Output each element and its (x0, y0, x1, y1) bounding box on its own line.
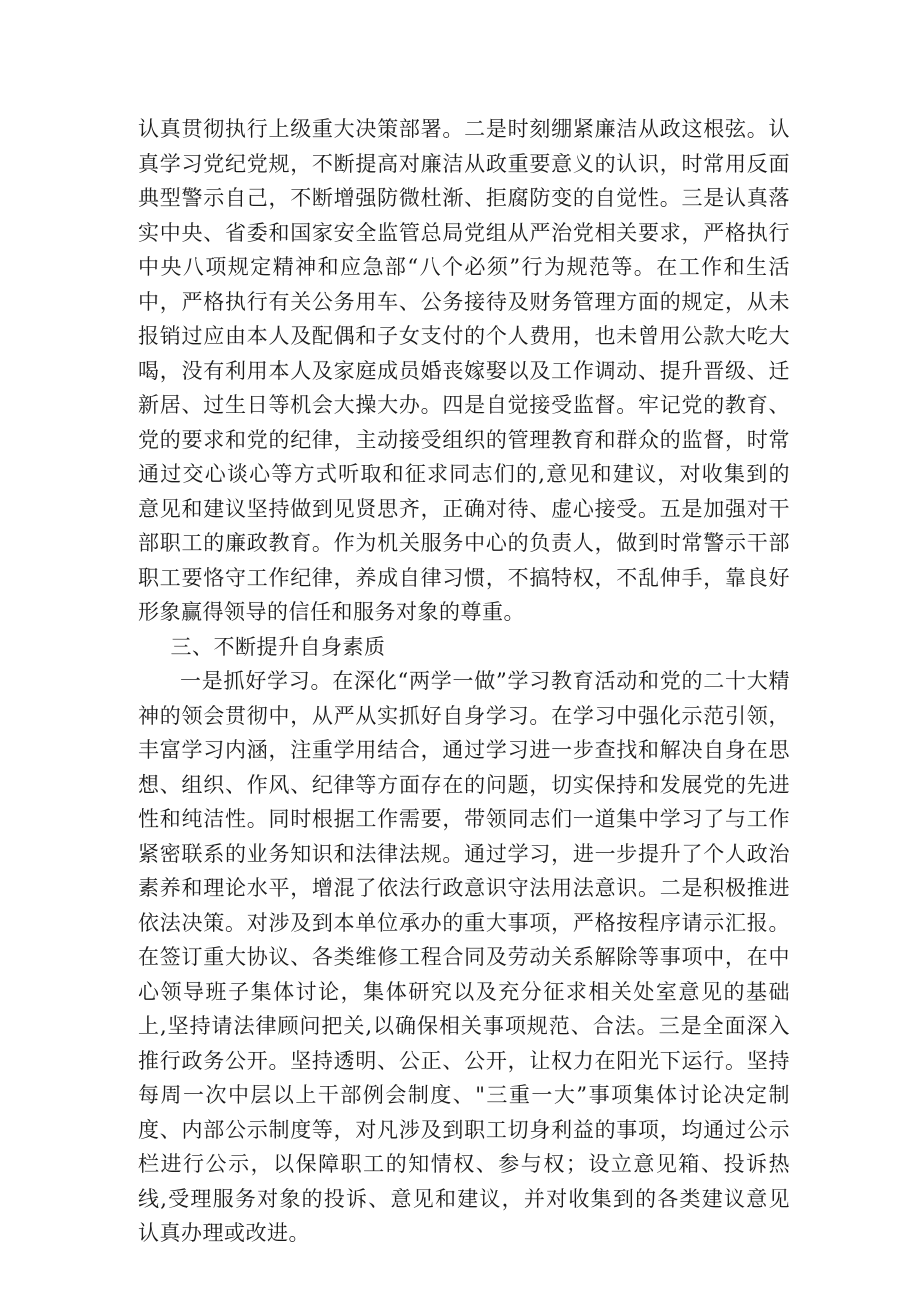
document-body (138, 112, 790, 1251)
body-paragraph-2: 一是抓好学习。在深化“两学一做”学习教育活动和党的二十大精神的领会贯彻中，从严从实抓好自身学习。在学习中强化示范引领，丰富学习内涵，注重学用结合，通过学习进一步查找和解决自身在思想、组织、作风、纪律等方面存在的问题，切实保持和发展党的先进性和纯洁性。同时根据工作需要，带领同志们一道集中学习了与工作紧密联系的业务知识和法律法规。通过学习，进一步提升了个人政治素养和理论水平，增混了依法行政意识守法用法意识。二是积极推进依法决策。对涉及到本单位承办的重大事项，严格按程序请示汇报。在签订重大协议、各类维修工程合同及劳动关系解除等事项中，在中心领导班子集体讨论，集体研究以及充分征求相关处室意见的基础上,坚持请法律顾问把关,以确保相关事项规范、合法。三是全面深入推行政务公开。坚持透明、公正、公开，让权力在阳光下运行。坚持每周一次中层以上干部例会制度、"三重一大”事项集体讨论决定制度、内部公示制度等，对凡涉及到职工切身利益的事项，均通过公示栏进行公示，以保障职工的知情权、参与权；设立意见箱、投诉热线,受理服务对象的投诉、意见和建议，并对收集到的各类建议意见认真办理或改进。 (138, 669, 790, 1245)
section-heading-3: 三、不断提升自身素质 (170, 634, 386, 659)
body-paragraph-1: 认真贯彻执行上级重大决策部署。二是时刻绷紧廉洁从政这根弦。认真学习党纪党规，不断提高对廉洁从政重要意义的认识，时常用反面典型警示自己，不断增强防微杜渐、拒腐防变的自觉性。三是认真落实中央、省委和国家安全监管总局党组从严治党相关要求，严格执行中央八项规定精神和应急部“八个必须”行为规范等。在工作和生活中，严格执行有关公务用车、公务接待及财务管理方面的规定，从未报销过应由本人及配偶和子女支付的个人费用，也未曾用公款大吃大喝，没有利用本人及家庭成员婚丧嫁娶以及工作调动、提升晋级、迁新居、过生日等机会大操大办。四是自觉接受监督。牢记党的教育、党的要求和党的纪律，主动接受组织的管理教育和群众的监督，时常通过交心谈心等方式听取和征求同志们的,意见和建议，对收集到的意见和建议坚持做到见贤思齐，正确对待、虚心接受。五是加强对干部职工的廉政教育。作为机关服务中心的负责人，做到时常警示干部职工要恪守工作纪律，养成自律习惯，不搞特权，不乱伸手，靠良好形象赢得领导的信任和服务对象的尊重。 (138, 117, 790, 624)
